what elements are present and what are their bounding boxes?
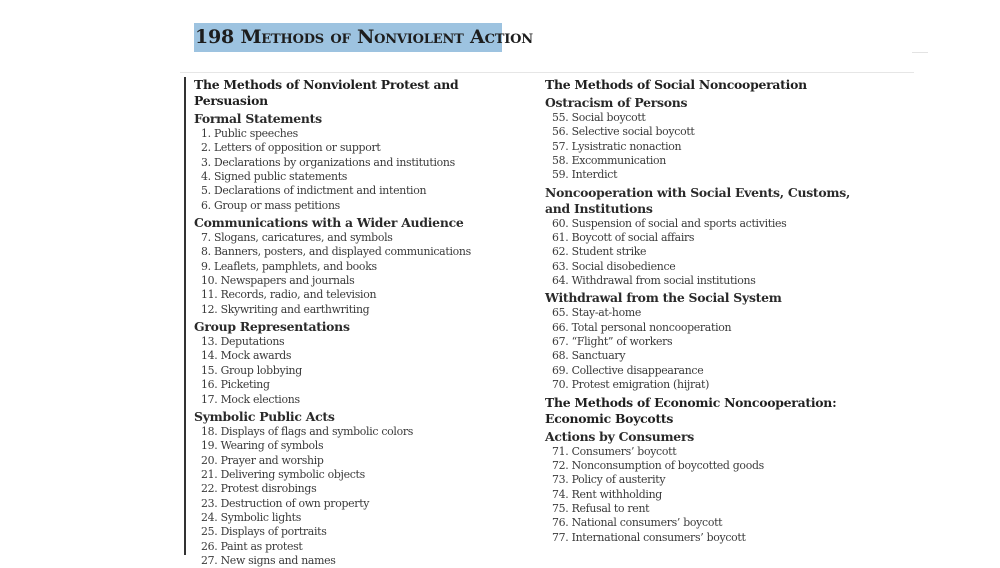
method-item: 17. Mock elections (201, 392, 300, 406)
group-heading: Withdrawal from the Social System (545, 290, 782, 306)
page-title: 198 Methods of Nonviolent Action (195, 26, 533, 48)
method-item: 10. Newspapers and journals (201, 274, 355, 288)
method-item: 4. Signed public statements (201, 170, 348, 184)
group-heading: Actions by Consumers (545, 428, 694, 444)
decorative-mark (912, 52, 928, 53)
method-item: 2. Letters of opposition or support (201, 141, 381, 155)
group-heading: Ostracism of Persons (545, 95, 688, 110)
title-highlight (194, 23, 533, 52)
method-item: 24. Symbolic lights (201, 510, 301, 524)
method-item: 67. “Flight” of workers (552, 335, 673, 349)
method-item: 70. Protest emigration (hijrat) (552, 378, 710, 392)
method-item: 64. Withdrawal from social institutions (552, 274, 756, 288)
method-item: 15. Group lobbying (201, 363, 302, 377)
group-heading: Communications with a Wider Audience (194, 215, 464, 231)
method-item: 61. Boycott of social affairs (552, 231, 695, 245)
method-list (545, 306, 865, 392)
method-list (545, 111, 865, 183)
group-ostracism (545, 95, 865, 183)
method-item: 7. Slogans, caricatures, and symbols (201, 231, 393, 245)
method-item: 57. Lysistratic nonaction (552, 139, 682, 153)
group-heading: Formal Statements (194, 111, 322, 126)
group-heading: Noncooperation with Social Events, Customs, and Institutions (545, 184, 851, 216)
right-column (545, 77, 865, 545)
method-item: 1. Public speeches (201, 127, 298, 140)
group-social-events (545, 185, 865, 289)
method-item: 77. International consumers’ boycott (552, 530, 746, 544)
group-withdrawal (545, 290, 865, 392)
group-representations (194, 319, 534, 407)
method-item: 76. National consumers’ boycott (552, 516, 723, 530)
top-divider (180, 72, 914, 73)
method-item: 20. Prayer and worship (201, 453, 324, 467)
part-heading-economic-boycotts: The Methods of Economic Noncooperation: Economic Boycotts (545, 394, 837, 426)
method-item: 75. Refusal to rent (552, 501, 650, 515)
method-item: 63. Social disobedience (552, 259, 676, 273)
method-item: 62. Student strike (552, 245, 647, 259)
method-item: 18. Displays of flags and symbolic colors (201, 424, 414, 438)
method-item: 59. Interdict (552, 168, 618, 182)
method-item: 65. Stay-at-home (552, 306, 642, 320)
method-list (194, 127, 534, 213)
method-item: 71. Consumers’ boycott (552, 444, 677, 458)
method-item: 27. New signs and names (201, 553, 336, 567)
group-formal-statements (194, 111, 534, 213)
group-communications (194, 215, 534, 317)
method-item: 56. Selective social boycott (552, 125, 695, 139)
method-item: 74. Rent withholding (552, 487, 662, 501)
method-list (194, 425, 534, 568)
method-list (545, 217, 865, 289)
method-item: 26. Paint as protest (201, 539, 303, 553)
part-heading-social-noncooperation: The Methods of Social Noncooperation (545, 77, 807, 92)
method-item: 14. Mock awards (201, 349, 292, 363)
method-item: 21. Delivering symbolic objects (201, 467, 365, 481)
method-item: 23. Destruction of own property (201, 496, 370, 510)
method-item: 13. Deputations (201, 335, 285, 349)
method-item: 19. Wearing of symbols (201, 439, 324, 453)
method-item: 58. Excommunication (552, 154, 667, 168)
left-column (194, 77, 534, 568)
method-item: 5. Declarations of indictment and intention (201, 184, 427, 198)
method-item: 69. Collective disappearance (552, 363, 704, 377)
method-item: 55. Social boycott (552, 111, 646, 124)
group-heading: Group Representations (194, 319, 350, 335)
group-symbolic-public-acts (194, 409, 534, 568)
method-list (194, 335, 534, 407)
group-actions-by-consumers (545, 429, 865, 545)
method-item: 60. Suspension of social and sports activities (552, 216, 787, 230)
method-item: 68. Sanctuary (552, 349, 626, 363)
part-heading-protest-persuasion: The Methods of Nonviolent Protest and Persuasion (194, 77, 459, 108)
method-item: 73. Policy of austerity (552, 473, 666, 487)
method-item: 8. Banners, posters, and displayed communications (201, 245, 471, 259)
method-item: 12. Skywriting and earthwriting (201, 302, 370, 316)
method-item: 22. Protest disrobings (201, 482, 317, 496)
group-heading: Symbolic Public Acts (194, 408, 335, 424)
method-item: 16. Picketing (201, 378, 270, 392)
method-item: 72. Nonconsumption of boycotted goods (552, 458, 764, 472)
method-item: 9. Leaflets, pamphlets, and books (201, 259, 377, 273)
method-item: 66. Total personal noncooperation (552, 320, 732, 334)
method-list (194, 231, 534, 317)
method-item: 3. Declarations by organizations and institutions (201, 155, 455, 169)
method-item: 6. Group or mass petitions (201, 198, 340, 212)
left-vertical-rule (184, 77, 186, 555)
method-item: 11. Records, radio, and television (201, 288, 377, 302)
method-list (545, 445, 865, 545)
method-item: 25. Displays of portraits (201, 525, 327, 539)
